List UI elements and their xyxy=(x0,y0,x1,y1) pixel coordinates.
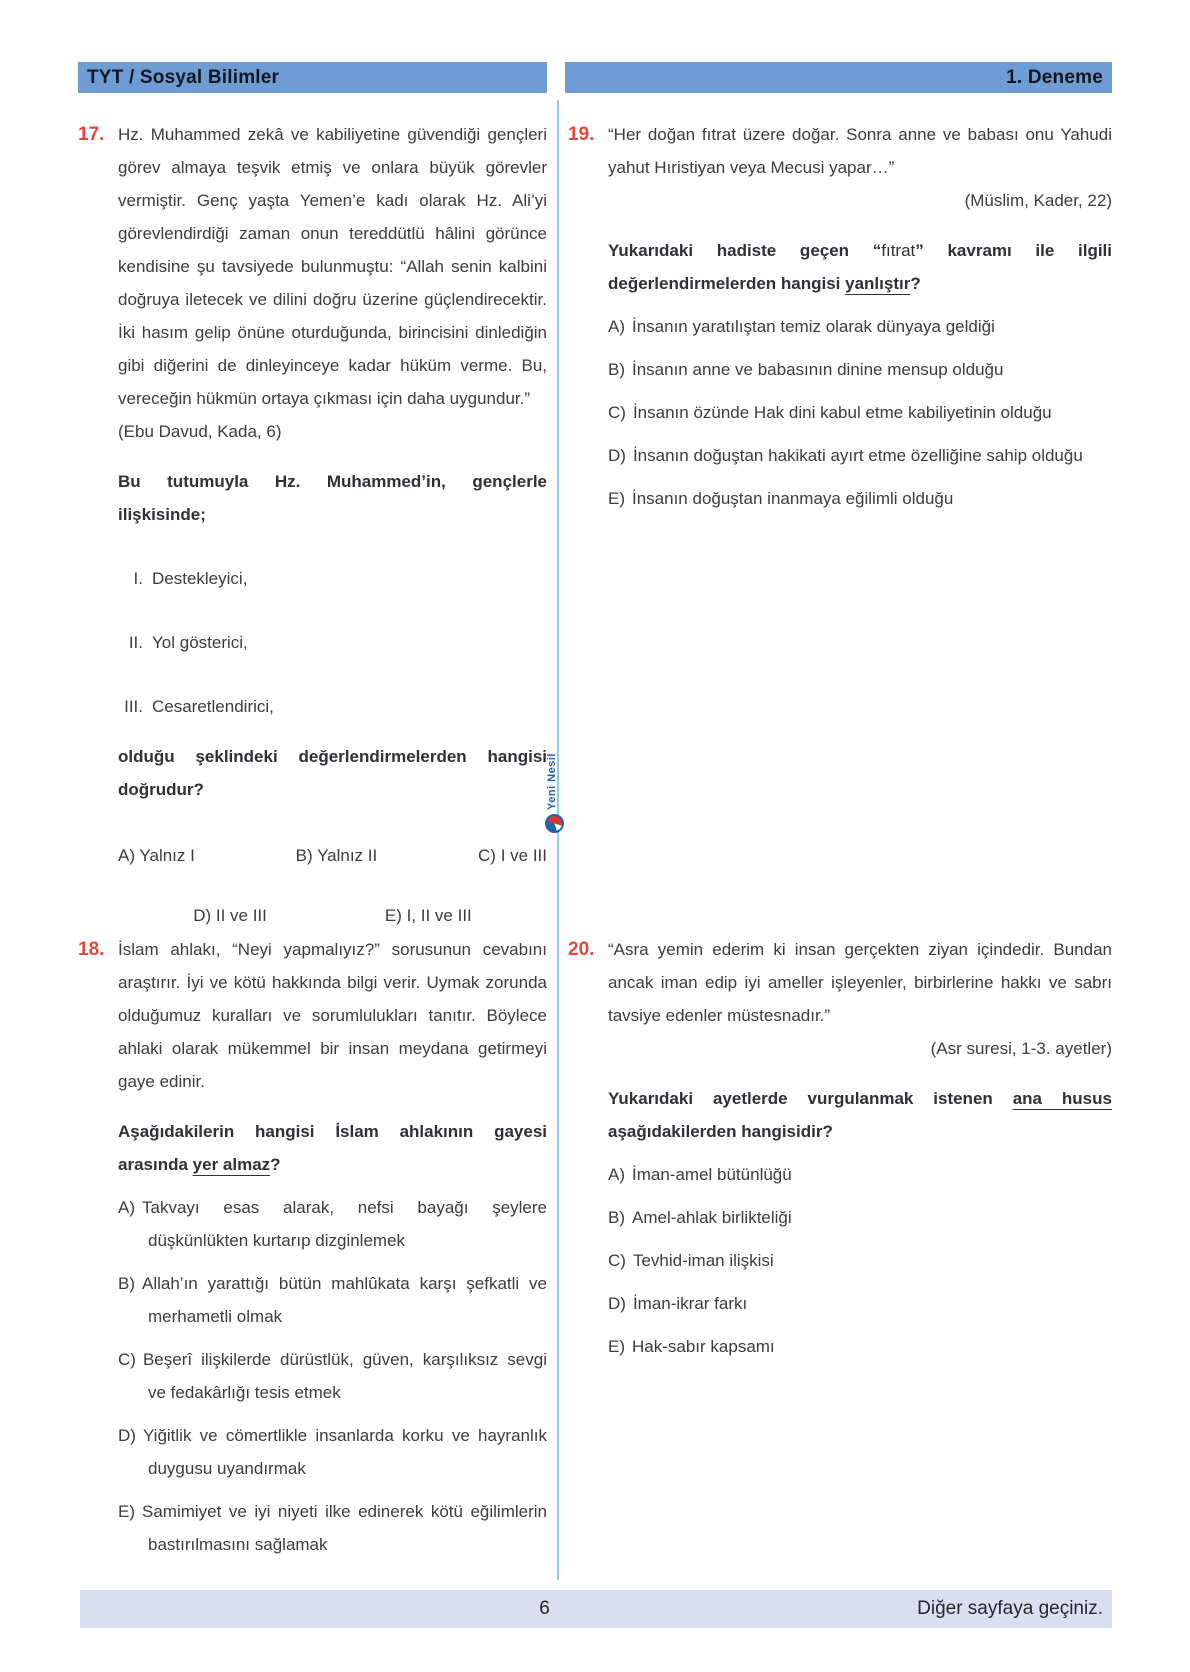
question-stem: Bu tutumuyla Hz. Muhammed’in, gençlerle ilişkisinde; xyxy=(118,472,547,524)
answer-option-d: D) İman-ikrar farkı xyxy=(608,1294,748,1313)
list-item-numeral: II. xyxy=(128,633,143,652)
question-source: (Asr suresi, 1-3. ayetler) xyxy=(930,1039,1112,1058)
question-number: 17. xyxy=(78,124,105,145)
list-item xyxy=(118,562,547,595)
answer-option-a: A) İnsanın yaratılıştan temiz olarak dünyaya geldiği xyxy=(608,317,995,336)
question-20 xyxy=(568,933,1112,1363)
list-item-text: Cesaretlendirici, xyxy=(152,697,274,716)
page-number: 6 xyxy=(539,1598,550,1619)
question-number: 20. xyxy=(568,939,595,960)
list-item xyxy=(118,690,547,723)
list-item-text: Destekleyici, xyxy=(152,569,248,588)
answer-option-d: D) İnsanın doğuştan hakikati ayırt etme özelliğine sahip olduğu xyxy=(608,446,1083,465)
question-17 xyxy=(78,118,547,932)
question-source: (Ebu Davud, Kada, 6) xyxy=(118,422,282,441)
question-number: 19. xyxy=(568,124,595,145)
stem-underlined-keyword: yer almaz xyxy=(192,1155,271,1174)
stem-underlined-keyword: ana husus xyxy=(1012,1089,1112,1108)
question-body: İslam ahlakı, “Neyi yapmalıyız?” sorusunun cevabını araştırır. İyi ve kötü hakkında bilgi verir. Uymak zorunda olduğumuz kuralları ve sorumlulukları tanıtır. Böylece ahlaki olarak mükemmel bir insan meydana getirmeyi gaye edinir. xyxy=(118,940,547,1091)
publisher-logo-text: Yeni Nesil xyxy=(546,753,558,811)
question-stem: Aşağıdakilerin hangisi İslam ahlakının gayesi arasında yer almaz? xyxy=(118,1122,547,1174)
answer-option-c: C) Tevhid-iman ilişkisi xyxy=(608,1251,774,1270)
answer-option-a: A) İman-amel bütünlüğü xyxy=(608,1165,792,1184)
answer-option-d: D) Yiğitlik ve cömertlikle insanlarda korku ve hayranlık duygusu uyandırmak xyxy=(118,1426,547,1478)
list-item-numeral: I. xyxy=(133,569,143,588)
answer-option-c: C) Beşerî ilişkilerde dürüstlük, güven, karşılıksız sevgi ve fedakârlığı tesis etmek xyxy=(118,1350,547,1402)
answer-option-b: B) Amel-ahlak birlikteliği xyxy=(608,1208,792,1227)
column-divider xyxy=(557,100,559,1580)
question-number: 18. xyxy=(78,939,105,960)
answer-option-c: C) I ve III xyxy=(478,846,547,865)
question-stem: olduğu şeklindeki değerlendirmelerden hangisi doğrudur? xyxy=(118,747,547,799)
publisher-logo xyxy=(543,752,569,838)
answer-option-e: E) Samimiyet ve iyi niyeti ilke edinerek kötü eğilimlerin bastırılmasını sağlamak xyxy=(118,1502,547,1554)
list-item-text: Yol gösterici, xyxy=(152,633,248,652)
question-source: (Müslim, Kader, 22) xyxy=(964,191,1112,210)
list-item xyxy=(118,626,547,659)
list-item-numeral: III. xyxy=(124,697,143,716)
question-body: Hz. Muhammed zekâ ve kabiliyetine güvendiği gençleri görev almaya teşvik etmiş ve onlara büyük görevler vermiştir. Genç yaşta Yemen’e kadı olarak Hz. Ali’yi görevlendirdiği zaman onun tereddütlü hâlini görünce kendisine şu tavsiyede bulunmuştu: “Allah senin kalbini doğruya iletecek ve dilini doğru üzerine güçlendirecektir. İki hasım gelip önüne oturduğunda, birincisini dinlediğin gibi diğerini de dinleyinceye kadar hüküm verme. Bu, vereceğin hükmün ortaya çıkması için daha uygundur.” xyxy=(118,125,547,408)
answer-option-b: B) Yalnız II xyxy=(295,846,378,865)
publisher-logo-icon xyxy=(545,814,564,833)
answer-option-e: E) İnsanın doğuştan inanmaya eğilimli olduğu xyxy=(608,489,954,508)
page-footer xyxy=(80,1590,1112,1628)
answer-options-row xyxy=(118,839,547,872)
question-body: “Her doğan fıtrat üzere doğar. Sonra anne ve babası onu Yahudi yahut Hıristiyan veya Mecusi yapar…” xyxy=(608,125,1112,177)
answer-option-c: C) İnsanın özünde Hak dini kabul etme kabiliyetinin olduğu xyxy=(608,403,1052,422)
question-stem: Yukarıdaki hadiste geçen “fıtrat” kavramı ile ilgili değerlendirmelerden hangisi yanlıştır? xyxy=(608,241,1113,293)
answer-option-e: E) Hak-sabır kapsamı xyxy=(608,1337,775,1356)
question-19 xyxy=(568,118,1112,515)
answer-option-b: B) Allah’ın yarattığı bütün mahlûkata karşı şefkatli ve merhametli olmak xyxy=(118,1274,547,1326)
question-stem: Yukarıdaki ayetlerde vurgulanmak istenen ana husus aşağıdakilerden hangisidir? xyxy=(608,1089,1112,1141)
question-18 xyxy=(78,933,547,1561)
answer-option-a: A) Takvayı esas alarak, nefsi bayağı şeylere düşkünlükten kurtarıp dizginlemek xyxy=(118,1198,547,1250)
stem-underlined-keyword: yanlıştır xyxy=(845,274,911,293)
exam-section-title: TYT / Sosyal Bilimler xyxy=(87,66,280,88)
stem-regular-term: fıtrat xyxy=(881,241,916,260)
answer-option-e: E) I, II ve III xyxy=(384,906,472,925)
answer-option-d: D) II ve III xyxy=(193,906,267,925)
answer-option-a: A) Yalnız I xyxy=(118,846,195,865)
answer-option-b: B) İnsanın anne ve babasının dinine mensup olduğu xyxy=(608,360,1004,379)
header-left-bar xyxy=(78,62,547,93)
question-body: “Asra yemin ederim ki insan gerçekten ziyan içindedir. Bundan ancak iman edip iyi ameller işleyenler, birbirlerine hakkı ve sabrı tavsiye edenler müstesnadır.” xyxy=(608,940,1112,1025)
header-right-bar xyxy=(565,62,1112,93)
answer-options-row xyxy=(118,899,547,932)
footer-instruction: Diğer sayfaya geçiniz. xyxy=(917,1598,1103,1619)
exam-name: 1. Deneme xyxy=(1006,66,1103,88)
